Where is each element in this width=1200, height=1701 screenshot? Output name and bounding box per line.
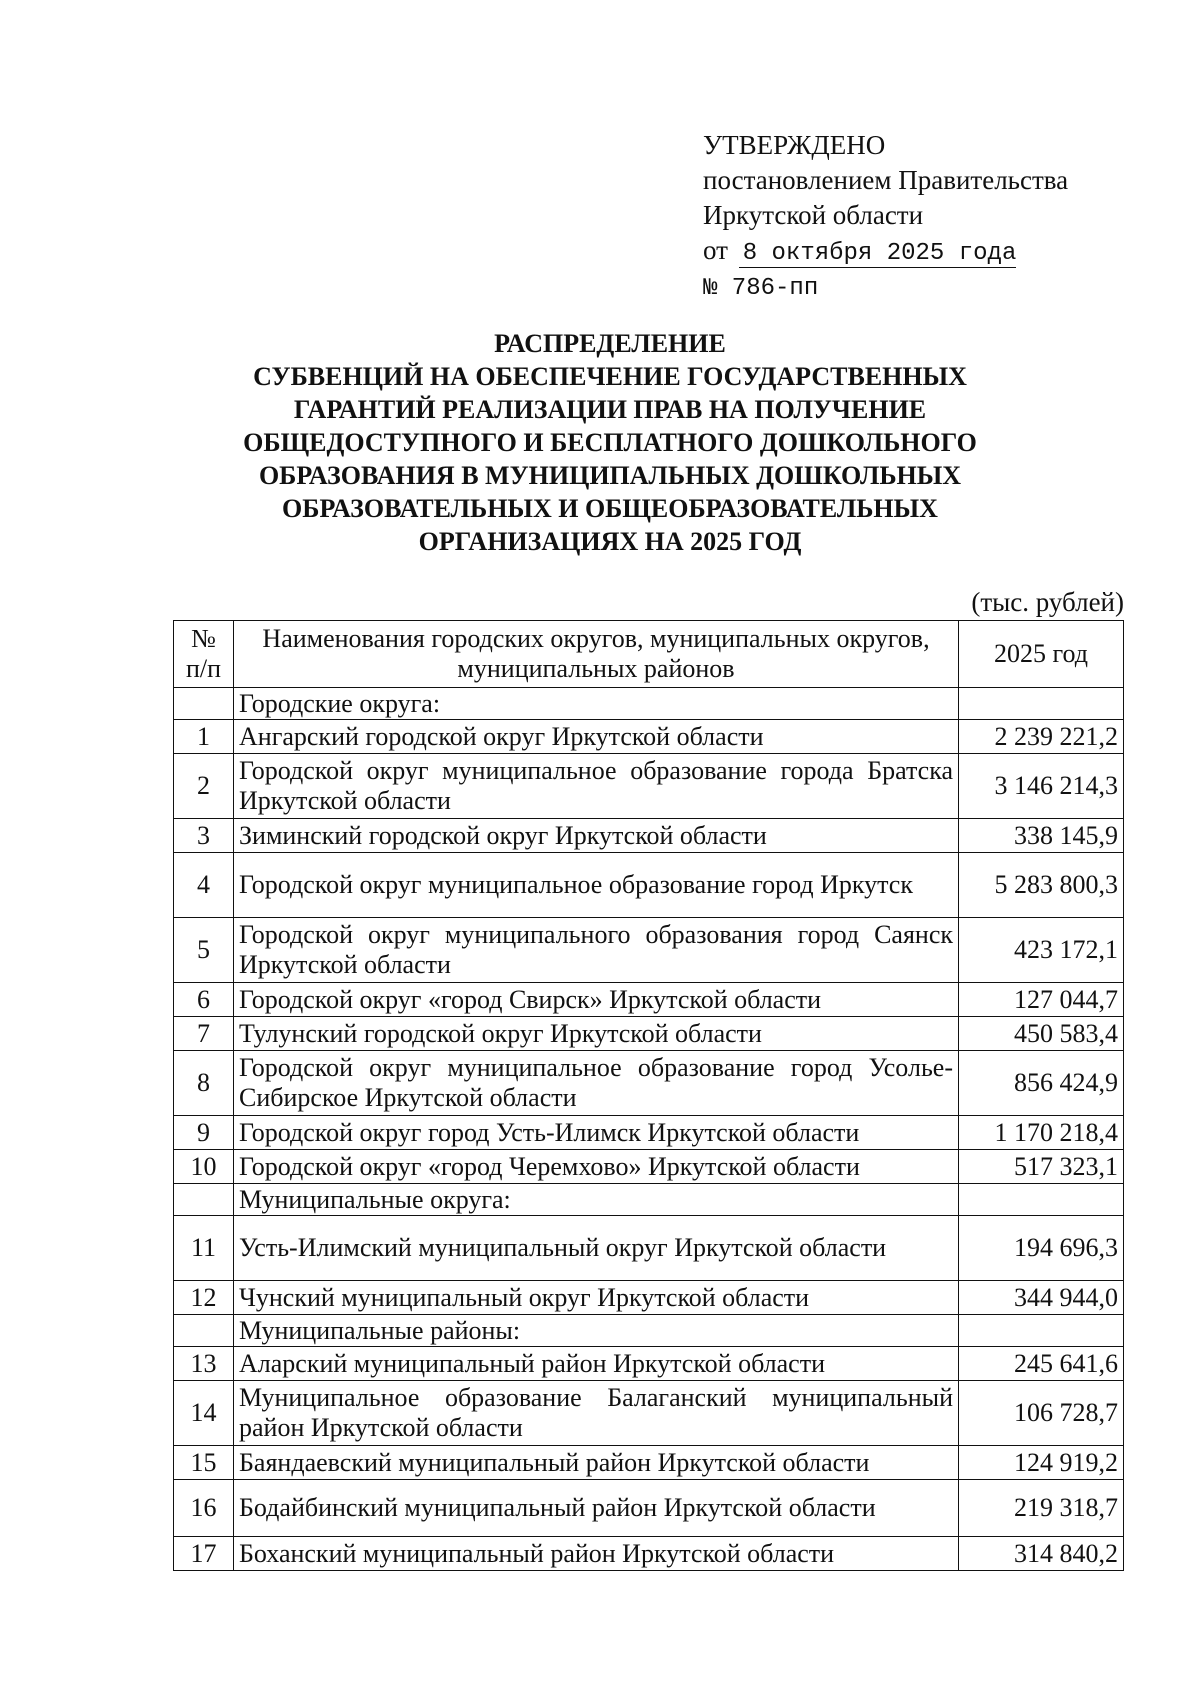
row-number: 17 [174,1537,234,1571]
row-number: 3 [174,819,234,853]
table-row [174,720,1124,754]
title-line: ОРГАНИЗАЦИЯХ НА 2025 ГОД [418,527,802,556]
table-row [174,1537,1124,1571]
table-row [174,1281,1124,1315]
row-value: 124 919,2 [959,1446,1124,1480]
table-row [174,1480,1124,1537]
row-number: 11 [174,1216,234,1281]
distribution-table [173,620,1124,1571]
row-number: 10 [174,1150,234,1184]
header-year: 2025 год [959,621,1124,688]
row-value: 2 239 221,2 [959,720,1124,754]
section-row [174,1315,1124,1347]
row-value: 344 944,0 [959,1281,1124,1315]
table-header-row [174,621,1124,688]
row-number: 8 [174,1051,234,1116]
row-name: Усть-Илимский муниципальный округ Иркутской области [234,1216,959,1281]
row-name: Зиминский городской округ Иркутской области [234,819,959,853]
table-row [174,754,1124,819]
row-name: Городской округ муниципальное образование город Иркутск [234,853,959,918]
row-number: 16 [174,1480,234,1537]
title-line: ОБРАЗОВАТЕЛЬНЫХ И ОБЩЕОБРАЗОВАТЕЛЬНЫХ [282,494,938,523]
row-value: 450 583,4 [959,1017,1124,1051]
row-value: 1 170 218,4 [959,1116,1124,1150]
row-number: 1 [174,720,234,754]
table-row [174,1051,1124,1116]
approval-stamp: УТВЕРЖДЕНО [703,130,886,160]
approval-line-2: Иркутской области [703,200,924,230]
table-row [174,1216,1124,1281]
row-name: Городской округ муниципальное образование город Усолье-Сибирское Иркутской области [234,1051,959,1116]
row-name: Аларский муниципальный район Иркутской области [234,1347,959,1381]
table-row [174,1116,1124,1150]
row-value: 3 146 214,3 [959,754,1124,819]
table-row [174,983,1124,1017]
section-row [174,688,1124,720]
approval-date-line [703,233,1093,269]
title-line: ГАРАНТИЙ РЕАЛИЗАЦИИ ПРАВ НА ПОЛУЧЕНИЕ [293,395,927,424]
row-number: 14 [174,1381,234,1446]
row-number: 4 [174,853,234,918]
row-name: Городской округ «город Свирск» Иркутской области [234,983,959,1017]
document-title [180,327,1040,558]
table-row [174,853,1124,918]
row-value: 314 840,2 [959,1537,1124,1571]
row-value: 517 323,1 [959,1150,1124,1184]
unit-label: (тыс. рублей) [971,587,1124,617]
row-value: 219 318,7 [959,1480,1124,1537]
section-label: Городские округа: [234,688,959,720]
table-row [174,1347,1124,1381]
table-row [174,1381,1124,1446]
table-row [174,819,1124,853]
row-value: 106 728,7 [959,1381,1124,1446]
title-line: РАСПРЕДЕЛЕНИЕ [494,329,726,358]
approval-number: № 786-пп [703,275,819,302]
row-name: Чунский муниципальный округ Иркутской области [234,1281,959,1315]
approval-date: 8 октября 2025 года [739,240,1017,268]
row-name: Городской округ город Усть-Илимск Иркутской области [234,1116,959,1150]
row-value: 338 145,9 [959,819,1124,853]
approval-block [703,128,1093,306]
row-name: Городской округ муниципальное образование города Братска Иркутской области [234,754,959,819]
row-name: Боханский муниципальный район Иркутской области [234,1537,959,1571]
table-row [174,1017,1124,1051]
row-number: 13 [174,1347,234,1381]
row-number: 2 [174,754,234,819]
title-line: СУБВЕНЦИЙ НА ОБЕСПЕЧЕНИЕ ГОСУДАРСТВЕННЫХ [253,362,967,391]
row-number: 9 [174,1116,234,1150]
title-line: ОБЩЕДОСТУПНОГО И БЕСПЛАТНОГО ДОШКОЛЬНОГО [243,428,977,457]
row-name: Бодайбинский муниципальный район Иркутской области [234,1480,959,1537]
row-number: 5 [174,918,234,983]
header-name: Наименования городских округов, муниципальных округов, муниципальных районов [234,621,959,688]
row-value: 127 044,7 [959,983,1124,1017]
title-line: ОБРАЗОВАНИЯ В МУНИЦИПАЛЬНЫХ ДОШКОЛЬНЫХ [258,461,962,490]
row-number: 7 [174,1017,234,1051]
row-name: Городской округ «город Черемхово» Иркутской области [234,1150,959,1184]
row-name: Городской округ муниципального образования город Саянск Иркутской области [234,918,959,983]
section-label: Муниципальные районы: [234,1315,959,1347]
row-value: 5 283 800,3 [959,853,1124,918]
row-number: 12 [174,1281,234,1315]
row-number: 6 [174,983,234,1017]
row-name: Тулунский городской округ Иркутской области [234,1017,959,1051]
row-name: Ангарский городской округ Иркутской области [234,720,959,754]
approval-line-1: постановлением Правительства [703,165,1069,195]
row-value: 245 641,6 [959,1347,1124,1381]
table-row [174,918,1124,983]
approval-date-prefix: от [703,235,728,265]
section-row [174,1184,1124,1216]
section-label: Муниципальные округа: [234,1184,959,1216]
table-row [174,1150,1124,1184]
row-name: Баяндаевский муниципальный район Иркутской области [234,1446,959,1480]
row-number: 15 [174,1446,234,1480]
row-value: 423 172,1 [959,918,1124,983]
row-name: Муниципальное образование Балаганский муниципальный район Иркутской области [234,1381,959,1446]
header-num: № п/п [174,621,234,688]
row-value: 856 424,9 [959,1051,1124,1116]
table-row [174,1446,1124,1480]
row-value: 194 696,3 [959,1216,1124,1281]
